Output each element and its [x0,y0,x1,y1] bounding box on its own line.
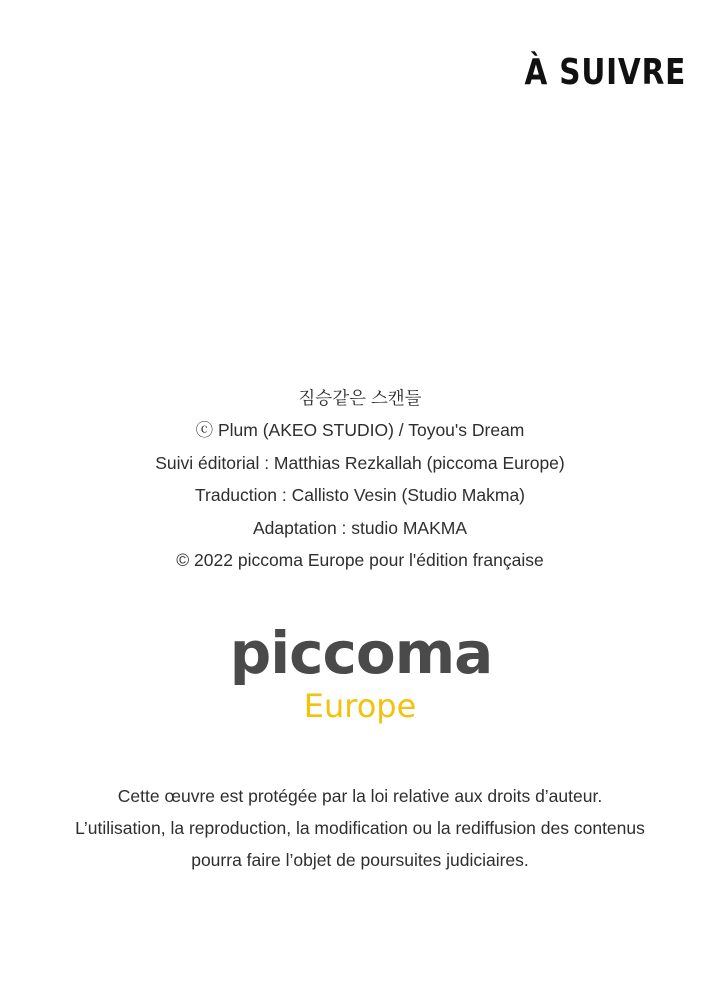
copyright-authors: ⓒ Plum (AKEO STUDIO) / Toyou's Dream [195,420,525,441]
logo-region: Europe [303,687,417,725]
to-be-continued-label: À SUIVRE [524,52,686,93]
credits-block [0,382,720,576]
legal-notice-line: L’utilisation, la reproduction, la modification ou la rediffusion des contenus [75,818,645,838]
piccoma-europe-logo [0,620,720,726]
edition-copyright: © 2022 piccoma Europe pour l'édition française [176,550,544,571]
editorial-credit: Suivi éditorial : Matthias Rezkallah (piccoma Europe) [155,452,565,473]
translation-credit: Traduction : Callisto Vesin (Studio Makma) [194,485,526,506]
adaptation-credit: Adaptation : studio MAKMA [253,517,467,538]
legal-notice-line: pourra faire l’objet de poursuites judiciaires. [191,850,529,870]
logo-wordmark: piccoma [229,619,493,687]
legal-notice [0,780,720,876]
original-title: 짐승같은 스캔들 [298,388,422,408]
legal-notice-line: Cette œuvre est protégée par la loi relative aux droits d’auteur. [117,786,603,806]
